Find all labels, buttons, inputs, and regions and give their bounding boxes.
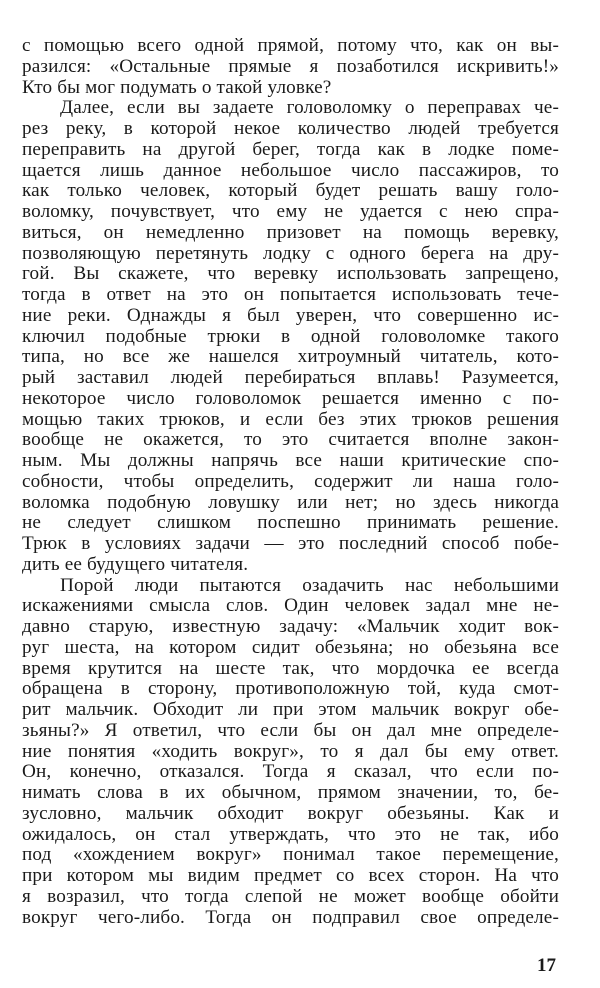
text-line: Трюк в условиях задачи — это последний способ побе- [22, 533, 559, 554]
text-line: некоторое число головоломок решается именно с по- [22, 387, 559, 409]
text-line: ключил подобные трюки в одной головоломке такого [22, 325, 559, 347]
paragraph [22, 98, 559, 575]
text-line: ние реки. Однажды я был уверен, что совершенно ис- [22, 304, 559, 326]
page-body-text [22, 36, 559, 928]
text-line: дить ее будущего читателя. [22, 553, 249, 575]
text-line: с помощью всего одной прямой, потому что, как он вы- [22, 35, 559, 56]
text-line: воломку, почувствует, что ему не удается с нею спра- [22, 201, 559, 222]
text-line: тогда в ответ на это он попытается использовать тече- [22, 284, 559, 305]
text-line: я возразил, что тогда слепой не может вообще обойти [22, 885, 559, 907]
text-line: давно старую, известную задачу: «Мальчик ходит вок- [22, 616, 559, 637]
text-line: вообще не окажется, то это считается вполне закон- [22, 429, 559, 451]
paragraph [22, 36, 559, 98]
text-line: рит мальчик. Обходит ли при этом мальчик вокруг обе- [22, 699, 559, 720]
text-line: разился: «Остальные прямые я позаботился искривить!» [22, 55, 559, 77]
text-line: при котором мы видим предмет со всех сторон. На что [22, 865, 559, 886]
text-line: ным. Мы должны напрячь все наши критические спо- [22, 450, 559, 471]
text-line: мощью таких трюков, и если без этих трюков решения [22, 408, 559, 430]
text-line: виться, он немедленно призовет на помощь веревку, [22, 221, 559, 243]
text-line: воломка подобную ловушку или нет; но здесь никогда [22, 491, 559, 513]
text-line: искажениями смысла слов. Один человек задал мне не- [22, 595, 559, 617]
text-line: Кто бы мог подумать о такой уловке? [22, 76, 332, 98]
text-line: как только человек, который будет решать вашу голо- [22, 180, 559, 202]
text-line: собности, чтобы определить, содержит ли наша голо- [22, 470, 559, 492]
text-line: рый заставил людей перебираться вплавь! Разумеется, [22, 367, 559, 388]
text-line: переправить на другой берег, тогда как в лодке поме- [22, 138, 559, 160]
text-line: ние понятия «ходить вокруг», то я дал бы ему ответ. [22, 740, 559, 762]
text-line: не следует слишком поспешно принимать решение. [22, 512, 559, 534]
text-line: зьяны?» Я ответил, что если бы он дал мне определе- [22, 719, 559, 741]
text-line: время крутится на шесте так, что мордочка ее всегда [22, 657, 559, 679]
text-line: Он, конечно, отказался. Тогда я сказал, что если по- [22, 761, 559, 783]
text-line: под «хождением вокруг» понимал такое перемещение, [22, 844, 559, 866]
text-line: нимать слова в их обычном, прямом значении, то, бе- [22, 782, 559, 803]
text-line: зусловно, мальчик обходит вокруг обезьяны. Как и [22, 802, 559, 824]
text-line: рез реку, в которой некое количество людей требуется [22, 118, 559, 139]
text-line: Порой люди пытаются озадачить нас небольшими [60, 574, 559, 596]
text-line: гой. Вы скажете, что веревку использовать запрещено, [22, 263, 559, 285]
text-line: обращена в сторону, противоположную той, куда смот- [22, 678, 559, 700]
text-line: вокруг чего-либо. Тогда он подправил свое определе- [22, 906, 559, 928]
text-line: руг шеста, на котором сидит обезьяна; но обезьяна все [22, 636, 559, 658]
text-line: ожидалось, он стал утверждать, что это не так, ибо [22, 823, 559, 845]
text-line: типа, но все же нашелся хитроумный читатель, кото- [22, 346, 559, 368]
text-line: щается лишь данное небольшое число пассажиров, то [22, 159, 559, 181]
paragraph [22, 576, 559, 929]
text-line: Далее, если вы задаете головоломку о переправах че- [60, 97, 559, 119]
text-line: позволяющую перетянуть лодку с одного берега на дру- [22, 242, 559, 264]
page-number: 17 [537, 955, 556, 976]
